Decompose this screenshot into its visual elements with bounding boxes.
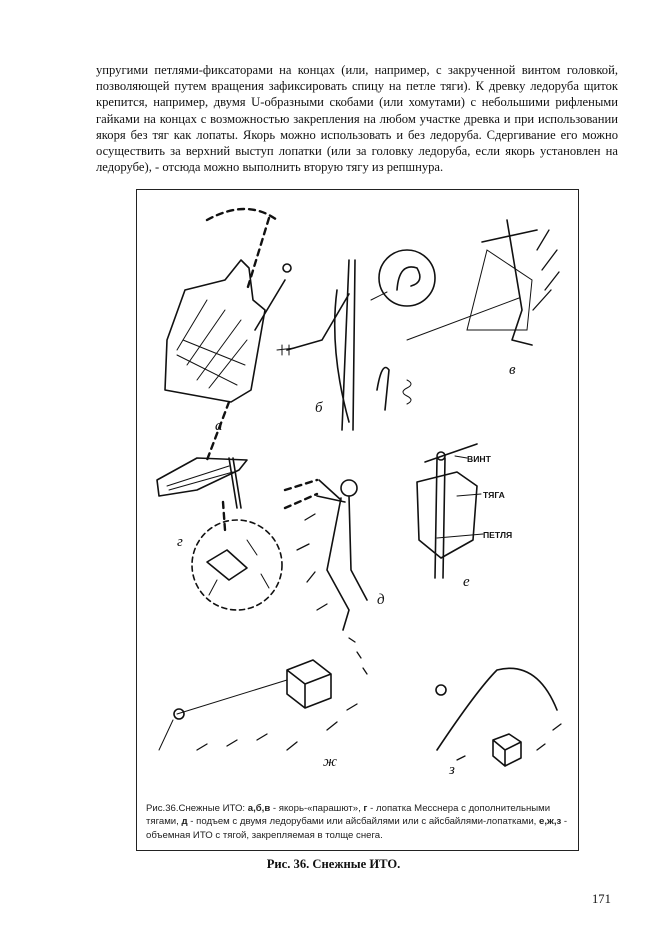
callout-loop: ПЕТЛЯ: [483, 530, 513, 540]
body-paragraph: упругими петлями-фиксаторами на концах (или, например, с закрученной винтом головкой, позволяющей путем вращения зафиксировать спицу на петле тяги). К древку ледоруба щиток крепится, например, двумя U-образными скобами (или хомутами) с небольшими рифлеными гайками на концах с возможностью закрепления на любом участке древка и при использовании якоря без тяг как лопаты. Якорь можно использовать и без ледоруба. Сдергивание его можно осуществить за верхний выступ лопатки (или за головку ледоруба, если якорь установлен на ледорубе), - отсюда можно выполнить вторую тягу из репшнура.: [96, 63, 618, 175]
sketch-messner-shovel: [157, 458, 282, 610]
callout-screw: ВИНТ: [467, 454, 491, 464]
panel-label-v: в: [509, 362, 516, 378]
figure-title: Рис. 36. Снежные ИТО.: [266, 857, 401, 871]
panel-label-a: а: [215, 418, 223, 434]
figure-inner-caption: Рис.36.Снежные ИТО: а,б,в - якорь-«парашют», г - лопатка Месснера с дополнительными тягами, д - подъем с двумя ледорубами или айсбайлями или с айсбайлями-лопатками, е,ж,з - объемная ИТО с тягой, закрепляемая в толще снега.: [146, 803, 568, 841]
panel-label-b: б: [315, 400, 323, 416]
sketch-volumetric-anchor: [159, 660, 357, 770]
sketch-axe-plate: [417, 444, 512, 590]
sketch-climber: [285, 480, 385, 674]
sketch-buried-cube: [436, 668, 561, 778]
callout-pull: ТЯГА: [483, 490, 505, 500]
figure-36: [136, 189, 579, 851]
sketch-anchor-blade: [165, 209, 291, 460]
page-number: 171: [592, 892, 611, 906]
panel-label-zh: ж: [323, 754, 337, 770]
figure-drawings: [137, 190, 580, 852]
sketch-snow-anchor: [407, 220, 559, 378]
panel-label-g: г: [177, 534, 183, 550]
sketch-rod-detail: [277, 250, 435, 430]
panel-label-e: е: [463, 574, 470, 590]
panel-label-d: д: [377, 592, 385, 608]
panel-label-z: з: [449, 762, 455, 778]
